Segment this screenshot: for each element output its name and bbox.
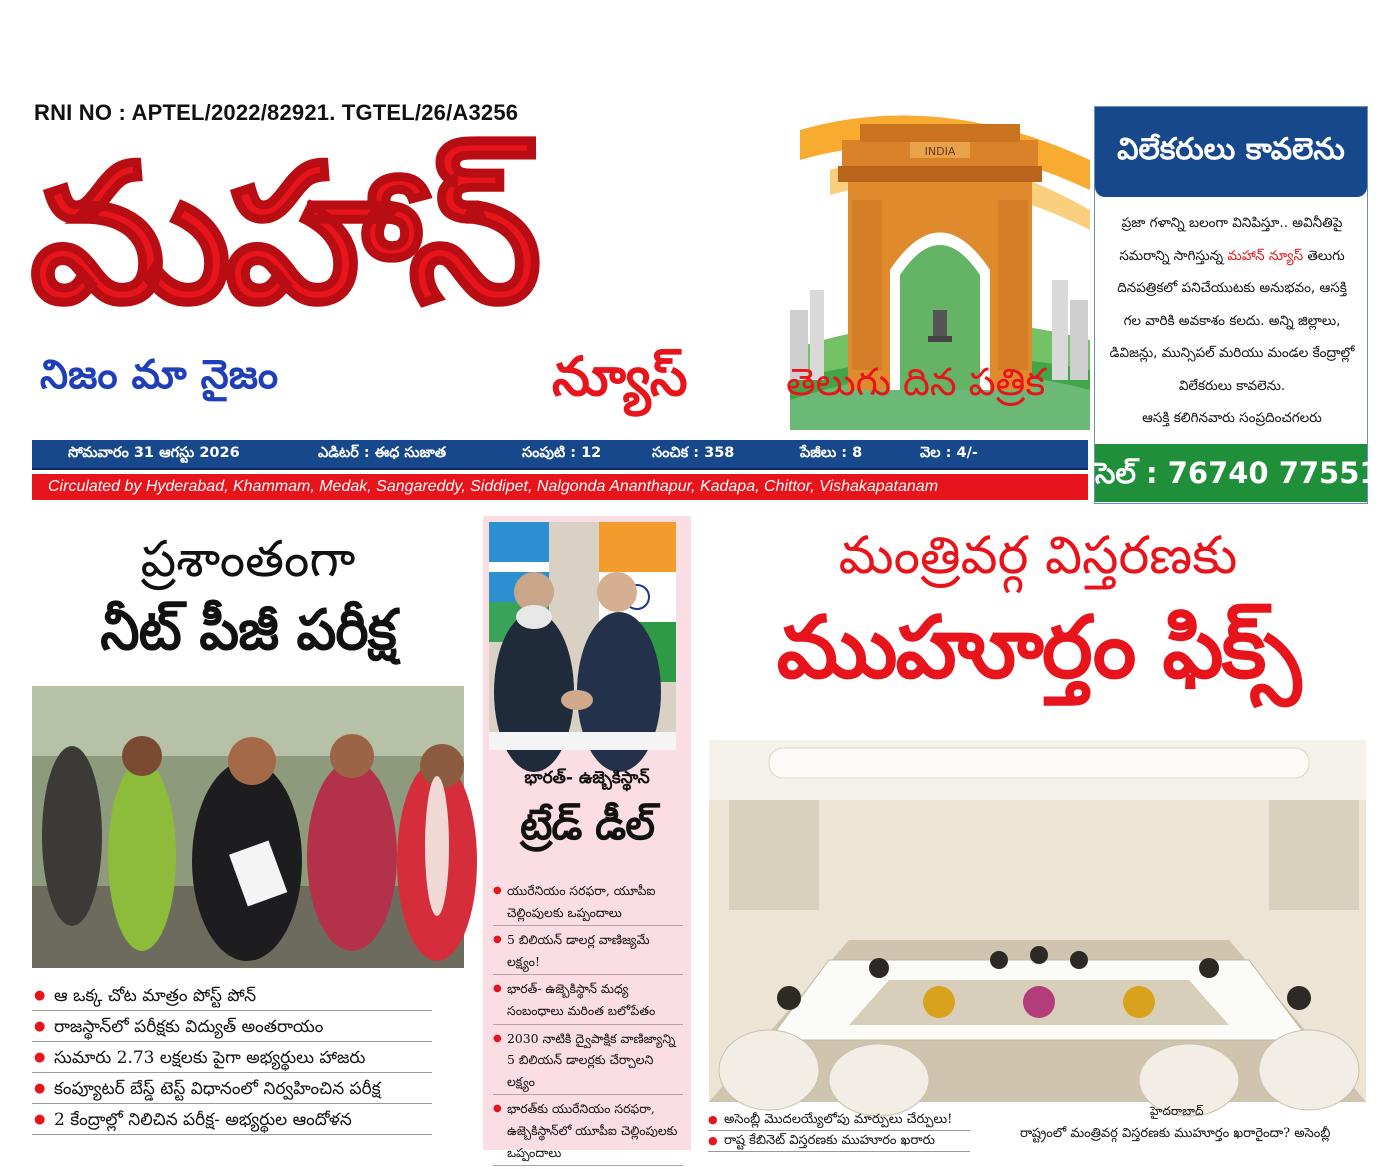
rec-line: విలేకరులు కావలెను. <box>1178 377 1286 394</box>
rec-line: ఆసక్తి కలిగినవారు సంప్రదించగలరు <box>1142 410 1322 426</box>
list-item: ● 5 బిలియన్ డాలర్ల వాణిజ్యమే లక్ష్యం! <box>493 929 683 975</box>
newspaper-title: మహాన్ <box>30 124 536 345</box>
leaders-handshake-photo <box>489 522 676 750</box>
reporters-wanted-text <box>1105 207 1359 435</box>
trade-deal-kicker: భారత్- ఉజ్బెకిస్థాన్ <box>524 768 650 788</box>
price: వెల : 4/- <box>920 445 978 461</box>
issue-date: సోమవారం 31 ఆగస్టు 2026 <box>68 445 240 461</box>
right-story-bullets <box>708 1110 970 1152</box>
rec-line: ప్రజా గళాన్ని బలంగా వినిపిస్తూ.. అవినీతిపై <box>1121 215 1343 231</box>
story-body-text: రాష్ట్రంలో మంత్రివర్గ విస్తరణకు ముహూర్తం ఖరారైందా? అసెంబ్లీ <box>1020 1126 1331 1141</box>
list-item: ● 2 కేంద్రాల్లో నిలిచిన పరీక్ష- అభ్యర్థుల ఆందోళన <box>32 1106 432 1135</box>
right-headline-line-1: మంత్రివర్గ విస్తరణకు <box>838 526 1238 586</box>
list-item: ● సుమారు 2.73 లక్షలకు పైగా అభ్యర్థులు హాజరు <box>32 1044 432 1073</box>
list-item: ● భారత్- ఉజ్బెకిస్థాన్ మధ్య సంబంధాలు మరింత బలోపేతం <box>493 978 683 1024</box>
list-item: ● యురేనియం సరఫరా, యూపీఐ చెల్లింపులకు ఒప్పందాలు <box>493 880 683 926</box>
gate-inscription: INDIA <box>924 145 956 158</box>
cabinet-meeting-photo <box>709 740 1366 1102</box>
rec-line: సమరాన్ని సాగిస్తున్న మహాన్ న్యూస్ తెలుగు <box>1119 247 1345 264</box>
rec-line: దినపత్రికలో పనిచేయుటకు అనుభవం, ఆసక్తి <box>1117 280 1347 296</box>
page-count: పేజీలు : 8 <box>800 445 863 461</box>
newspaper-tagline: నిజం మా నైజం <box>40 352 279 398</box>
brand-mention: మహాన్ న్యూస్ <box>1227 247 1304 264</box>
list-item: ● 2030 నాటికి ద్వైపాక్షిక వాణిజ్యాన్ని 5 బిలియన్ డాలర్లకు చేర్చాలని లక్ష్యం <box>493 1028 683 1096</box>
left-headline-line-2: నీట్ పీజీ పరీక్ష <box>100 598 396 663</box>
list-item: ● భారత్‌కు యురేనియం సరఫరా, ఉజ్బెకిస్థాన్‌లో యూపీఐ చెల్లింపులకు ఒప్పందాలు <box>493 1098 683 1166</box>
rni-number: RNI NO : APTEL/2022/82921. TGTEL/26/A3256 <box>34 100 519 125</box>
list-item: ● రాష్ట కేబినెట్ విస్తరణకు ముహూరం ఖరారు <box>708 1131 970 1152</box>
reporters-wanted-box <box>1094 106 1380 504</box>
exam-candidates-photo <box>32 686 464 968</box>
left-headline-line-1: ప్రశాంతంగా <box>140 530 356 588</box>
list-item: ● కంప్యూటర్ బేస్డ్ టెస్ట్ విధానంలో నిర్వహించిన పరీక్ష <box>32 1075 432 1104</box>
list-item: ● ఆ ఒక్క చోట మాత్రం పోస్ట్ పోన్ <box>32 982 432 1011</box>
story-dateline: హైదరాబాద్ <box>1150 1104 1204 1118</box>
reporters-wanted-heading: విలేకరులు కావలెను <box>1095 107 1367 197</box>
rec-line: గల వారికి అవకాశం కలదు. అన్ని జిల్లాలు, <box>1123 312 1341 329</box>
telugu-daily-label: తెలుగు దిన పత్రిక <box>786 360 1046 404</box>
editor-name: ఎడిటర్ : ఈధ సుజాత <box>318 445 447 461</box>
rec-line: డివిజన్లు, మున్సిపల్ మరియు మండల కేంద్రాల్లో <box>1109 345 1355 361</box>
circulation-bar: Circulated by Hyderabad, Khammam, Medak, Sangareddy, Siddipet, Nalgonda Ananthapur, Kadapa, Chittor, Vishakapatanam <box>32 474 1088 500</box>
issue-number: సంచిక : 358 <box>652 445 735 461</box>
volume-number: సంపుటి : 12 <box>522 445 602 461</box>
list-item: ● రాజస్థాన్‌లో పరీక్షకు విద్యుత్ అంతరాయం <box>32 1013 432 1042</box>
left-story-bullets <box>32 982 432 1137</box>
newspaper-subtitle-news: న్యూస్ <box>552 345 687 408</box>
trade-deal-bullets <box>493 880 683 1169</box>
trade-deal-headline: ట్రేడ్ డీల్ <box>520 800 654 849</box>
issue-info-bar <box>32 440 1088 470</box>
contact-phone: సెల్ : 76740 77551 <box>1095 444 1367 502</box>
right-headline-line-2: ముహూర్తం ఫిక్స్ <box>776 598 1300 698</box>
list-item: ● అసెంబ్లీ మొదలయ్యేలోపు మార్పులు చేర్పులు! <box>708 1110 970 1131</box>
